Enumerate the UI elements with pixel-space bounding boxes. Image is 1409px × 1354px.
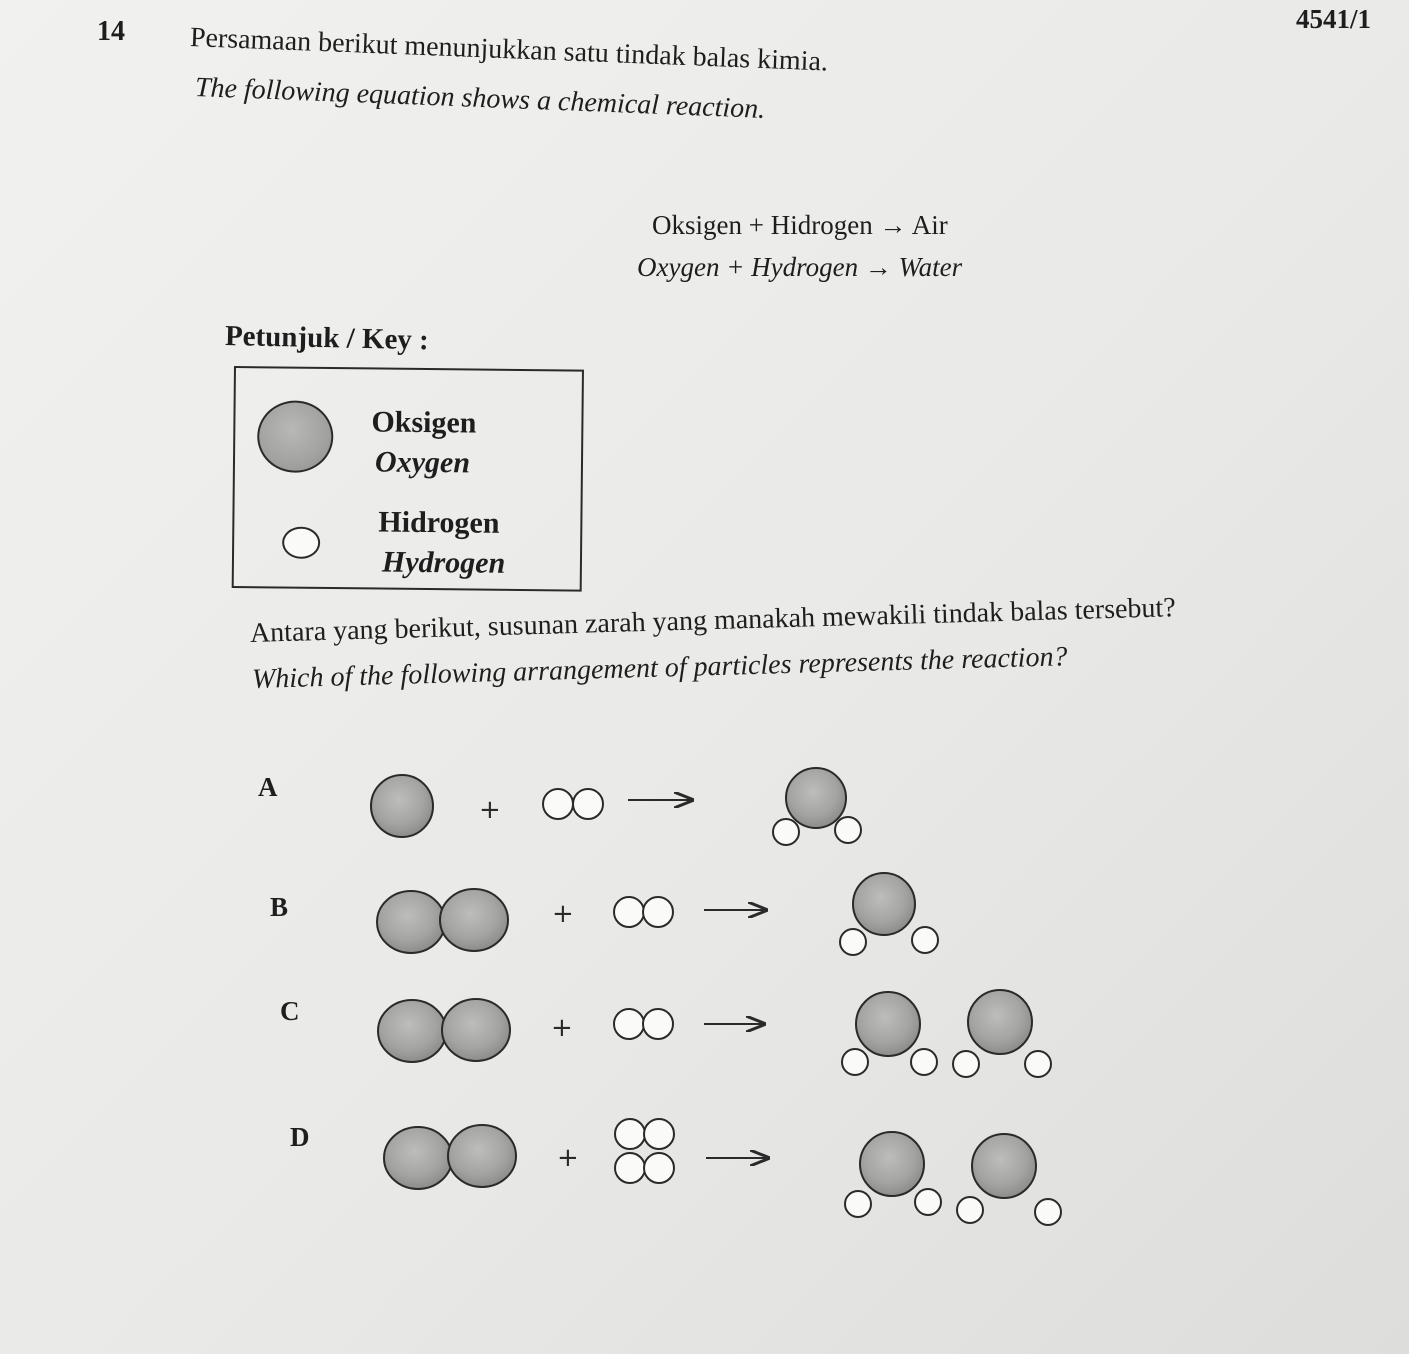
option-a-water-molecule (773, 768, 861, 845)
option-d-oxygen-molecule (384, 1125, 516, 1189)
option-c-plus-sign: + (551, 1013, 573, 1043)
question-number: 14 (97, 16, 125, 47)
option-a-diagram[interactable] (371, 768, 861, 845)
option-d-letter[interactable]: D (290, 1122, 310, 1152)
option-d-water-molecule-1 (845, 1132, 941, 1217)
option-b-diagram[interactable] (377, 873, 938, 955)
key-oxygen-english: Oxygen (374, 445, 471, 480)
option-c-oxygen-molecule (378, 999, 510, 1062)
key-oxygen-malay: Oksigen (371, 405, 477, 440)
option-b-hydrogen-molecule (614, 897, 673, 927)
question-ask-malay: Antara yang berikut, susunan zarah yang manakah mewakili tindak balas tersebut? (249, 592, 1177, 649)
option-c-diagram[interactable] (378, 990, 1051, 1077)
option-a-letter[interactable]: A (258, 772, 278, 802)
option-c-water-molecule-2 (953, 990, 1051, 1077)
option-d-diagram[interactable] (384, 1119, 1061, 1225)
option-b-water-molecule (840, 873, 938, 955)
option-b-oxygen-molecule (377, 889, 508, 953)
option-c-hydrogen-molecule (614, 1009, 673, 1039)
option-d-water-molecule-2 (957, 1134, 1061, 1225)
option-a-plus-sign: + (479, 795, 501, 825)
option-d-hydrogen-molecule-1 (615, 1119, 674, 1149)
option-d-plus-sign: + (557, 1143, 579, 1173)
question-stem-english: The following equation shows a chemical reaction. (194, 72, 766, 125)
option-a-hydrogen-molecule (543, 789, 603, 819)
key-hydrogen-english: Hydrogen (381, 545, 506, 580)
option-d-hydrogen-molecule-2 (615, 1153, 674, 1183)
option-c-letter[interactable]: C (280, 996, 300, 1026)
option-a-oxygen-atom (371, 775, 433, 837)
option-b-letter[interactable]: B (270, 892, 289, 922)
question-ask-english: Which of the following arrangement of particles represents the reaction? (251, 641, 1068, 695)
paper-code: 4541/1 (1295, 4, 1371, 34)
question-stem-malay: Persamaan berikut menunjukkan satu tindak balas kimia. (189, 22, 829, 78)
word-equation-malay: Oksigen + Hidrogen → Air (652, 210, 948, 240)
word-equation-english: Oxygen + Hydrogen → Water (637, 252, 963, 282)
key-hydrogen-malay: Hidrogen (378, 505, 500, 540)
option-b-plus-sign: + (552, 899, 574, 929)
key-title: Petunjuk / Key : (224, 320, 430, 357)
option-c-water-molecule-1 (842, 992, 937, 1075)
